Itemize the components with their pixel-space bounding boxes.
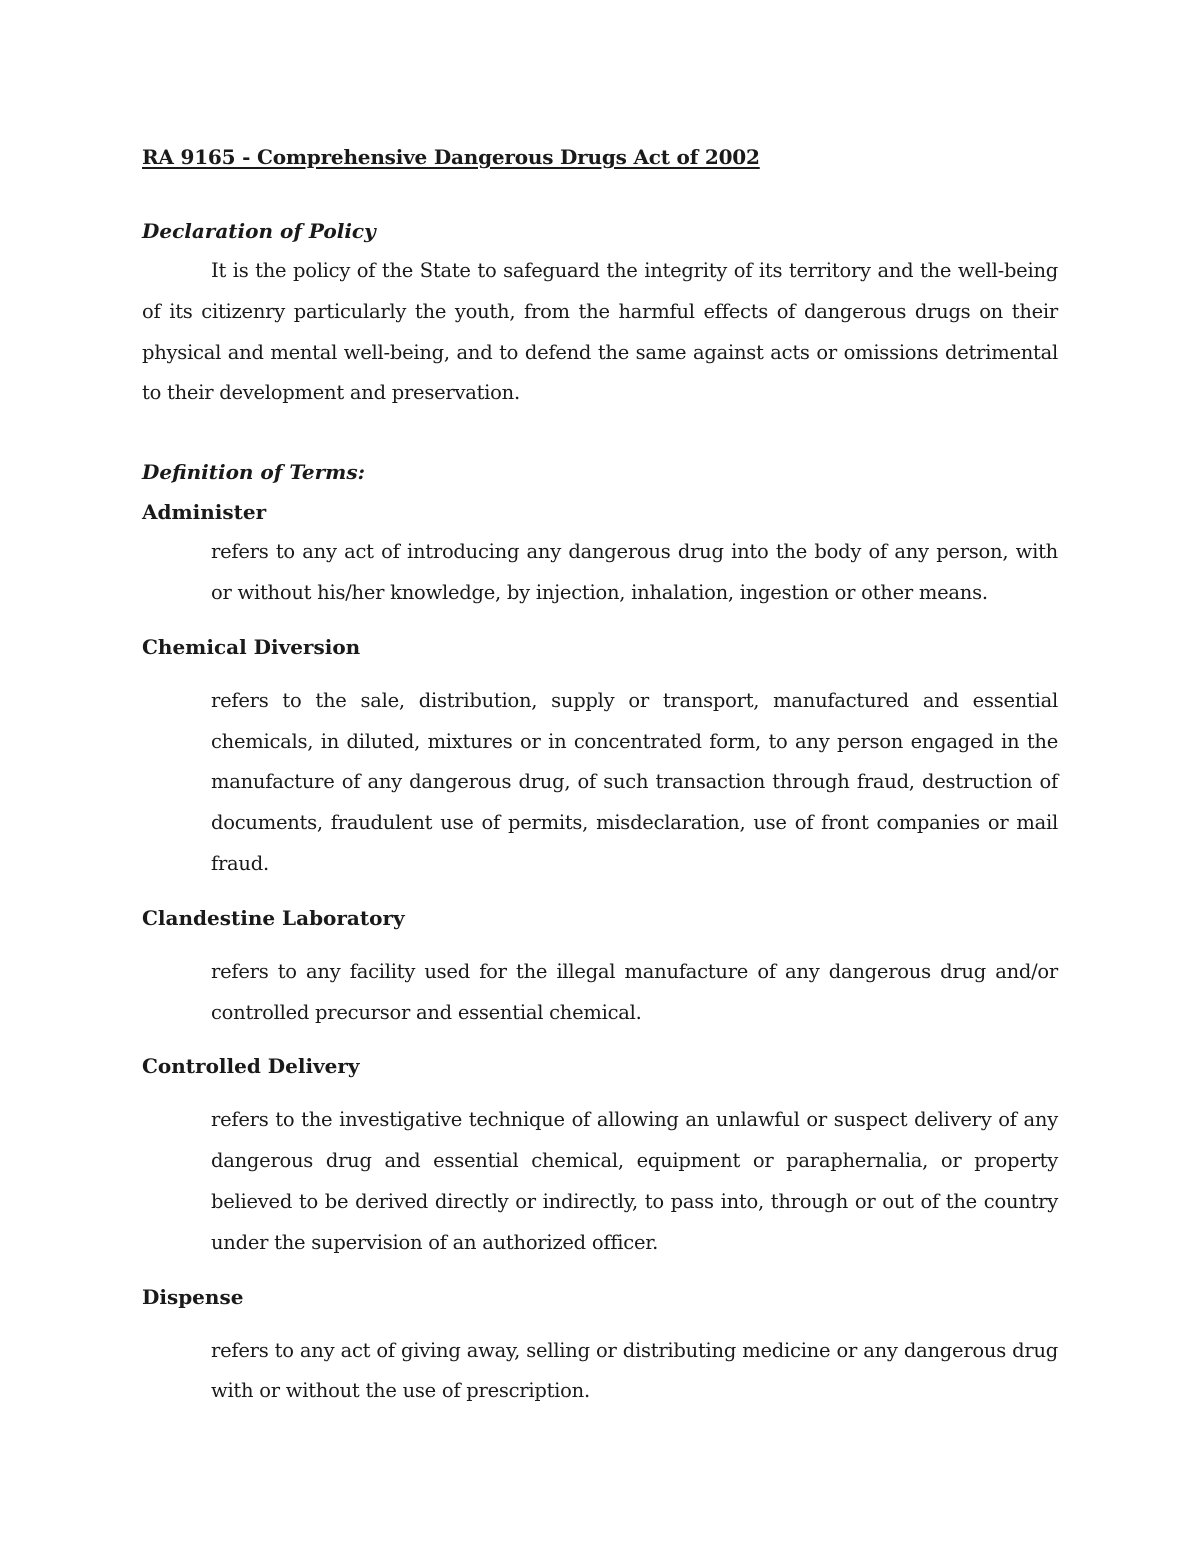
document-title: RA 9165 - Comprehensive Dangerous Drugs Act of 2002: [142, 145, 760, 169]
policy-paragraph: It is the policy of the State to safeguard the integrity of its territory and the well-being of its citizenry particularly the youth, from the harmful effects of dangerous drugs on their physical and mental well-being, and to defend the same against acts or omissions detrimental to their development and preservation.: [142, 259, 1058, 405]
term-name: Controlled Delivery: [142, 1054, 360, 1079]
term-item-chemical-diversion: [142, 628, 1058, 885]
term-definition: refers to the sale, distribution, supply or transport, manufactured and essential chemicals, in diluted, mixtures or in concentrated form, to any person engaged in the manufacture of any dangerous drug, of such transaction through fraud, destruction of documents, fraudulent use of permits, misdeclaration, use of front companies or mail fraud.: [211, 688, 1058, 875]
term-item-dispense: [142, 1278, 1058, 1413]
term-item-clandestine-laboratory: [142, 899, 1058, 1034]
document-page: [142, 138, 1058, 1412]
term-name: Dispense: [142, 1284, 244, 1309]
definitions-heading: Definition of Terms:: [142, 460, 365, 485]
term-item-controlled-delivery: [142, 1047, 1058, 1263]
term-name: Chemical Diversion: [142, 634, 361, 659]
term-definition: refers to any act of introducing any dangerous drug into the body of any person, with or without his/her knowledge, by injection, inhalation, ingestion or other means.: [211, 540, 1058, 604]
term-name: Administer: [142, 500, 267, 525]
term-definition: refers to any act of giving away, selling or distributing medicine or any dangerous drug with or without the use of prescription.: [211, 1338, 1058, 1403]
term-name: Clandestine Laboratory: [142, 905, 405, 930]
policy-heading: Declaration of Policy: [142, 219, 376, 243]
term-definition: refers to the investigative technique of allowing an unlawful or suspect delivery of any dangerous drug and essential chemical, equipment or paraphernalia, or property believed to be derived directly or indirectly, to pass into, through or out of the country under the supervision of an authorized officer.: [211, 1108, 1058, 1254]
term-item-administer: [142, 493, 1058, 614]
term-definition: refers to any facility used for the illegal manufacture of any dangerous drug and/or controlled precursor and essential chemical.: [211, 959, 1058, 1024]
